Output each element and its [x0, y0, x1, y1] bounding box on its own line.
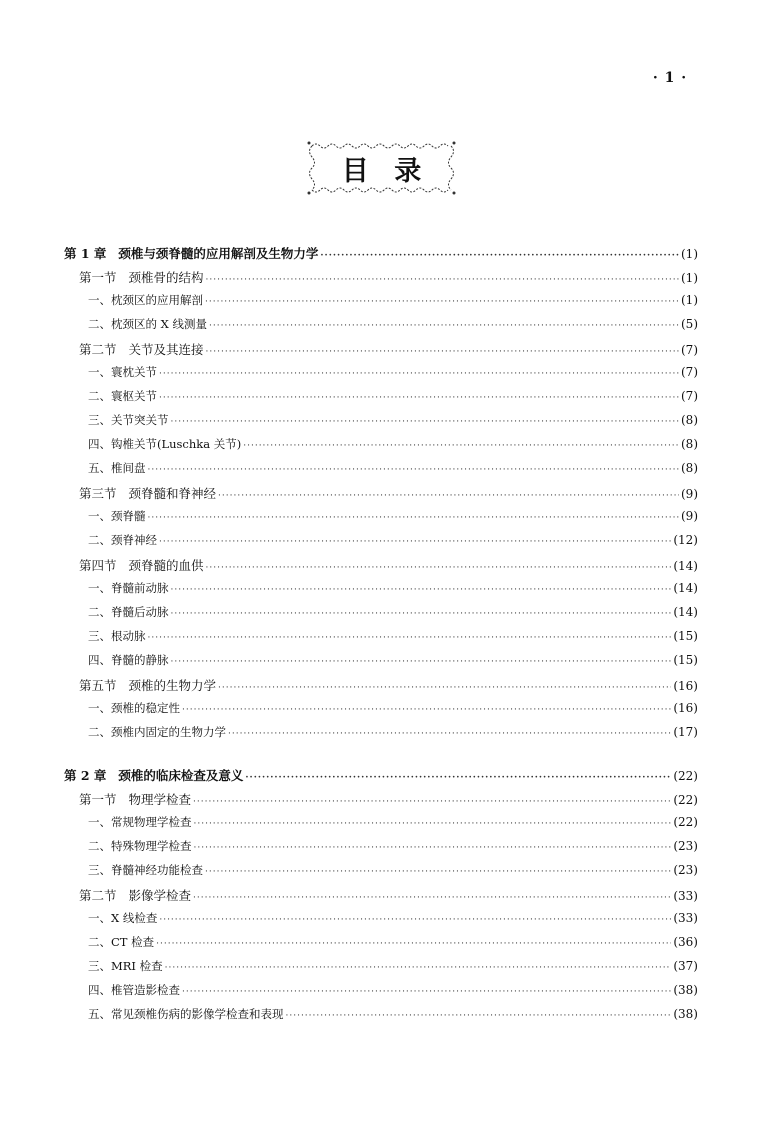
toc-item[interactable] [64, 364, 698, 388]
toc-item[interactable] [64, 910, 698, 934]
page-ref: (14) [673, 605, 698, 619]
dot-leader [206, 563, 672, 573]
dot-leader [205, 297, 679, 307]
page-ref: (7) [681, 389, 698, 403]
dot-leader [182, 987, 671, 997]
page-ref: (15) [673, 629, 698, 643]
item-title: 一、枕颈区的应用解剖 [88, 293, 203, 307]
page-ref: (22) [673, 815, 698, 829]
dot-leader [320, 251, 679, 261]
section-title: 颈椎的生物力学 [128, 678, 217, 693]
chapter-gap [64, 748, 698, 766]
toc-item[interactable] [64, 580, 698, 604]
page-ref: (1) [681, 271, 698, 285]
dot-leader [156, 939, 671, 949]
item-title: 二、脊髓后动脉 [88, 605, 169, 619]
page-title: 目 录 [341, 155, 430, 187]
section-title: 颈椎骨的结构 [128, 270, 204, 285]
dot-leader [148, 633, 672, 643]
page-ref: (7) [681, 365, 698, 379]
toc-item[interactable] [64, 982, 698, 1006]
toc-item[interactable] [64, 508, 698, 532]
section-title: 颈脊髓和脊神经 [128, 486, 217, 501]
item-title: 五、常见颈椎伤病的影像学检查和表现 [88, 1007, 284, 1021]
toc-item[interactable] [64, 460, 698, 484]
item-title: 二、寰枢关节 [88, 389, 157, 403]
page-number: · 1 · [652, 70, 688, 86]
toc-section[interactable] [64, 790, 698, 814]
toc-item[interactable] [64, 292, 698, 316]
page-ref: (38) [673, 1007, 698, 1021]
toc-item[interactable] [64, 958, 698, 982]
dot-leader [148, 465, 680, 475]
dot-leader [171, 585, 672, 595]
toc-item[interactable] [64, 652, 698, 676]
item-title: 二、颈椎内固定的生物力学 [88, 725, 226, 739]
toc-item[interactable] [64, 1006, 698, 1030]
toc-item[interactable] [64, 934, 698, 958]
dot-leader [148, 513, 680, 523]
dot-leader [218, 683, 671, 693]
item-title: 四、脊髓的静脉 [88, 653, 169, 667]
toc-item[interactable] [64, 436, 698, 460]
section-number: 第一节 [79, 792, 117, 807]
item-title: 一、寰枕关节 [88, 365, 157, 379]
item-title: 三、MRI 检查 [88, 959, 163, 973]
item-title: 四、钩椎关节(Luschka 关节) [88, 437, 242, 451]
page-ref: (38) [673, 983, 698, 997]
page-ref: (16) [673, 679, 698, 693]
dot-leader [206, 275, 679, 285]
toc-item[interactable] [64, 388, 698, 412]
section-number: 第五节 [79, 678, 117, 693]
page-ref: (33) [673, 889, 698, 903]
page-ref: (14) [673, 581, 698, 595]
dot-leader [159, 915, 671, 925]
dot-leader [171, 657, 672, 667]
page-ref: (37) [673, 959, 698, 973]
item-title: 二、颈脊神经 [88, 533, 157, 547]
page-ref: (33) [673, 911, 698, 925]
item-title: 三、根动脉 [88, 629, 146, 643]
toc-item[interactable] [64, 532, 698, 556]
dot-leader [159, 369, 679, 379]
page-ref: (9) [681, 487, 698, 501]
dot-leader [194, 819, 672, 829]
page-ref: (17) [673, 725, 698, 739]
toc-section[interactable] [64, 484, 698, 508]
dot-leader [193, 893, 671, 903]
dot-leader [205, 867, 671, 877]
item-title: 四、椎管造影检查 [88, 983, 180, 997]
dot-leader [159, 393, 679, 403]
toc-chapter[interactable] [64, 766, 698, 790]
table-of-contents [64, 244, 698, 1030]
page-ref: (8) [681, 437, 698, 451]
section-number: 第三节 [79, 486, 117, 501]
dot-leader [209, 321, 679, 331]
page-ref: (8) [681, 413, 698, 427]
dot-leader [245, 773, 671, 783]
page-ref: (23) [673, 863, 698, 877]
chapter-title: 颈椎的临床检查及意义 [118, 768, 244, 783]
chapter-title: 颈椎与颈脊髓的应用解剖及生物力学 [118, 246, 319, 261]
page-ref: (5) [681, 317, 698, 331]
chapter-number: 第 2 章 [64, 768, 107, 783]
page-ref: (22) [673, 769, 698, 783]
toc-section[interactable] [64, 886, 698, 910]
page-ref: (1) [681, 247, 698, 261]
toc-chapter[interactable] [64, 244, 698, 268]
toc-section[interactable] [64, 268, 698, 292]
toc-section[interactable] [64, 676, 698, 700]
section-title: 颈脊髓的血供 [128, 558, 204, 573]
page-ref: (16) [673, 701, 698, 715]
toc-section[interactable] [64, 340, 698, 364]
item-title: 一、颈椎的稳定性 [88, 701, 180, 715]
page-ref: (1) [681, 293, 698, 307]
section-number: 第四节 [79, 558, 117, 573]
toc-item[interactable] [64, 838, 698, 862]
dot-leader [194, 843, 672, 853]
page-ref: (9) [681, 509, 698, 523]
page-ref: (14) [673, 559, 698, 573]
dot-leader [182, 705, 671, 715]
section-title: 关节及其连接 [128, 342, 204, 357]
dot-leader [193, 797, 671, 807]
toc-item[interactable] [64, 700, 698, 724]
section-number: 第二节 [79, 888, 117, 903]
toc-item[interactable] [64, 412, 698, 436]
toc-item[interactable] [64, 316, 698, 340]
section-number: 第二节 [79, 342, 117, 357]
toc-title-frame [304, 138, 459, 198]
item-title: 一、脊髓前动脉 [88, 581, 169, 595]
item-title: 二、枕颈区的 X 线测量 [88, 317, 207, 331]
toc-item[interactable] [64, 862, 698, 886]
toc-item[interactable] [64, 814, 698, 838]
toc-item[interactable] [64, 604, 698, 628]
page-ref: (7) [681, 343, 698, 357]
section-title: 物理学检查 [128, 792, 192, 807]
page-ref: (23) [673, 839, 698, 853]
page-ref: (8) [681, 461, 698, 475]
item-title: 三、脊髓神经功能检查 [88, 863, 203, 877]
dot-leader [218, 491, 679, 501]
section-title: 影像学检查 [128, 888, 192, 903]
toc-item[interactable] [64, 724, 698, 748]
toc-section[interactable] [64, 556, 698, 580]
item-title: 三、关节突关节 [88, 413, 169, 427]
page-ref: (36) [673, 935, 698, 949]
dot-leader [171, 417, 680, 427]
item-title: 一、常规物理学检查 [88, 815, 192, 829]
dot-leader [206, 347, 679, 357]
toc-item[interactable] [64, 628, 698, 652]
dot-leader [286, 1011, 672, 1021]
dot-leader [171, 609, 672, 619]
item-title: 二、特殊物理学检查 [88, 839, 192, 853]
chapter-number: 第 1 章 [64, 246, 107, 261]
page-ref: (15) [673, 653, 698, 667]
item-title: 一、X 线检查 [88, 911, 158, 925]
dot-leader [243, 441, 679, 451]
dot-leader [165, 963, 672, 973]
section-number: 第一节 [79, 270, 117, 285]
item-title: 二、CT 检查 [88, 935, 155, 949]
dot-leader [228, 729, 671, 739]
item-title: 五、椎间盘 [88, 461, 146, 475]
page-ref: (12) [673, 533, 698, 547]
dot-leader [159, 537, 671, 547]
page-ref: (22) [673, 793, 698, 807]
item-title: 一、颈脊髓 [88, 509, 146, 523]
